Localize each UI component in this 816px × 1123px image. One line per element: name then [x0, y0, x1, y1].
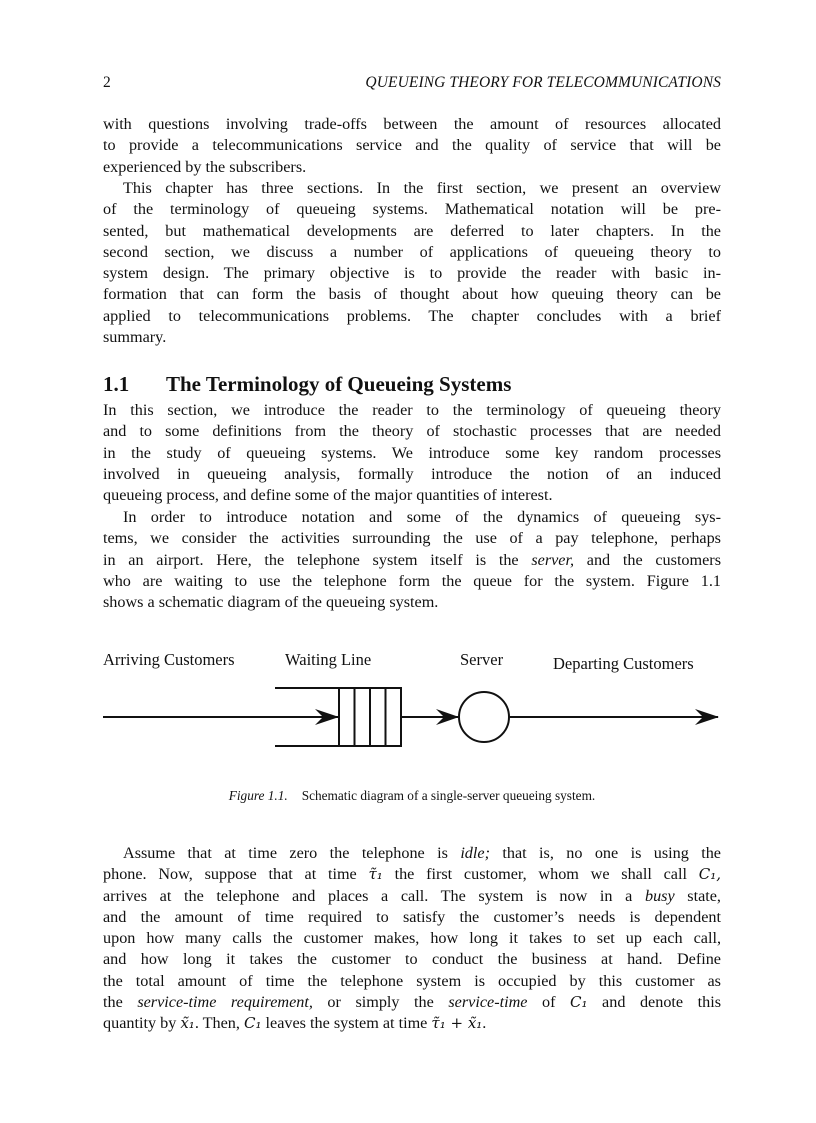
queue-diagram	[103, 650, 728, 750]
text-line: with questions involving trade-offs between the amount of resources allocated	[103, 115, 721, 133]
running-title: QUEUEING THEORY FOR TELECOMMUNICATIONS	[365, 74, 721, 91]
text-span: arrives at the telephone and places a call. The system is now in a	[103, 886, 645, 905]
text-line: system design. The primary objective is to provide the reader with basic in-	[103, 264, 721, 283]
text-span: the	[103, 993, 138, 1012]
math-c1: C₁	[570, 993, 588, 1012]
section-paragraph-1	[103, 400, 721, 506]
text-span: leaves the system at time	[261, 1014, 432, 1033]
running-header	[103, 74, 721, 96]
text-line: second section, we discuss a number of applications of queueing theory to	[103, 242, 721, 261]
section-title: The Terminology of Queueing Systems	[166, 372, 512, 396]
text-line: This chapter has three sections. In the first section, we present an overview	[123, 179, 721, 197]
figure-caption	[103, 788, 721, 804]
text-line: and how long it takes the customer to conduct the business at hand. Define	[103, 950, 721, 969]
caption-text: Schematic diagram of a single-server queueing system.	[301, 788, 596, 803]
figure-number: Figure 1.1.	[228, 788, 288, 803]
math-c1: C₁,	[698, 865, 721, 884]
text-span: .	[482, 1014, 487, 1033]
math-x1: x̃₁	[180, 1014, 195, 1033]
text-line: of the terminology of queueing systems. Mathematical notation will be pre-	[103, 200, 721, 219]
text-span: the first customer, whom we shall call	[382, 865, 699, 884]
emphasis-service-time: service-time	[448, 993, 528, 1012]
text-span: . Then,	[194, 1014, 244, 1033]
queueing-system-figure	[103, 650, 728, 750]
label-departing-customers: Departing Customers	[553, 654, 694, 673]
math-c1: C₁	[243, 1014, 262, 1033]
text-span: phone. Now, suppose that at time	[103, 865, 369, 884]
text-span: in an airport. Here, the telephone system itself is the	[103, 550, 532, 569]
text-line: formation that can form the basis of thought about how queuing theory can be	[103, 285, 721, 304]
emphasis-idle: idle;	[460, 844, 490, 862]
label-arriving-customers: Arriving Customers	[103, 650, 235, 669]
text-line: who are waiting to use the telephone form the queue for the system. Figure 1.1	[103, 571, 721, 590]
text-line	[103, 843, 721, 864]
section-paragraph-2	[103, 507, 721, 613]
emphasis-service-time-requirement: service-time requirement,	[137, 993, 313, 1012]
math-tau1-plus-x1: τ̃₁ + x̃₁	[431, 1014, 483, 1033]
text-line: the total amount of time the telephone system is occupied by this customer as	[103, 971, 721, 990]
text-line: In order to introduce notation and some of the dynamics of queueing sys-	[123, 508, 721, 526]
section-heading	[103, 372, 511, 397]
text-line: upon how many calls the customer makes, how long it takes to set up each call,	[103, 929, 721, 948]
text-line	[103, 886, 721, 907]
text-line: and to some definitions from the theory of stochastic processes that are needed	[103, 422, 721, 441]
text-line: shows a schematic diagram of the queueing system.	[103, 593, 439, 612]
text-span: and the customers	[574, 550, 721, 569]
text-line: experienced by the subscribers.	[103, 157, 307, 176]
section-number: 1.1	[103, 372, 130, 396]
label-server: Server	[460, 650, 504, 669]
text-line	[103, 1013, 721, 1034]
text-line: applied to telecommunications problems. The chapter concludes with a brief	[103, 306, 721, 325]
label-waiting-line: Waiting Line	[285, 650, 372, 669]
text-span: quantity by	[103, 1014, 181, 1033]
emphasis-busy: busy	[644, 886, 675, 905]
text-line: to provide a telecommunications service and the quality of service that will be	[103, 136, 721, 155]
server-circle-icon	[459, 692, 509, 742]
text-line: queueing process, and define some of the major quantities of interest.	[103, 486, 553, 505]
text-line: in the study of queueing systems. We introduce some key random processes	[103, 443, 721, 462]
text-span: or simply the	[312, 993, 449, 1012]
page-number: 2	[103, 74, 111, 91]
text-span: Assume that at time zero the telephone is	[123, 844, 461, 862]
text-line: summary.	[103, 328, 167, 347]
text-span: of	[527, 993, 571, 1012]
text-line: In this section, we introduce the reader to the terminology of queueing theory	[103, 401, 721, 419]
text-line	[103, 992, 721, 1013]
text-line: sented, but mathematical developments are deferred to later chapters. In the	[103, 221, 721, 240]
final-paragraph	[103, 843, 721, 1035]
text-span: that is, no one is using the	[489, 844, 721, 862]
text-line	[103, 550, 721, 571]
chapter-overview-paragraph	[103, 178, 721, 348]
text-span: state,	[674, 886, 721, 905]
text-line: and the amount of time required to satisfy the customer’s needs is dependent	[103, 907, 721, 926]
intro-paragraph	[103, 114, 721, 178]
text-line: involved in queueing analysis, formally introduce the notion of an induced	[103, 464, 721, 483]
text-line	[103, 864, 721, 885]
math-tau1: τ̃₁	[368, 865, 383, 884]
emphasis-server: server,	[531, 550, 575, 569]
text-line: tems, we consider the activities surrounding the use of a pay telephone, perhaps	[103, 529, 721, 548]
text-span: and denote this	[587, 993, 722, 1012]
